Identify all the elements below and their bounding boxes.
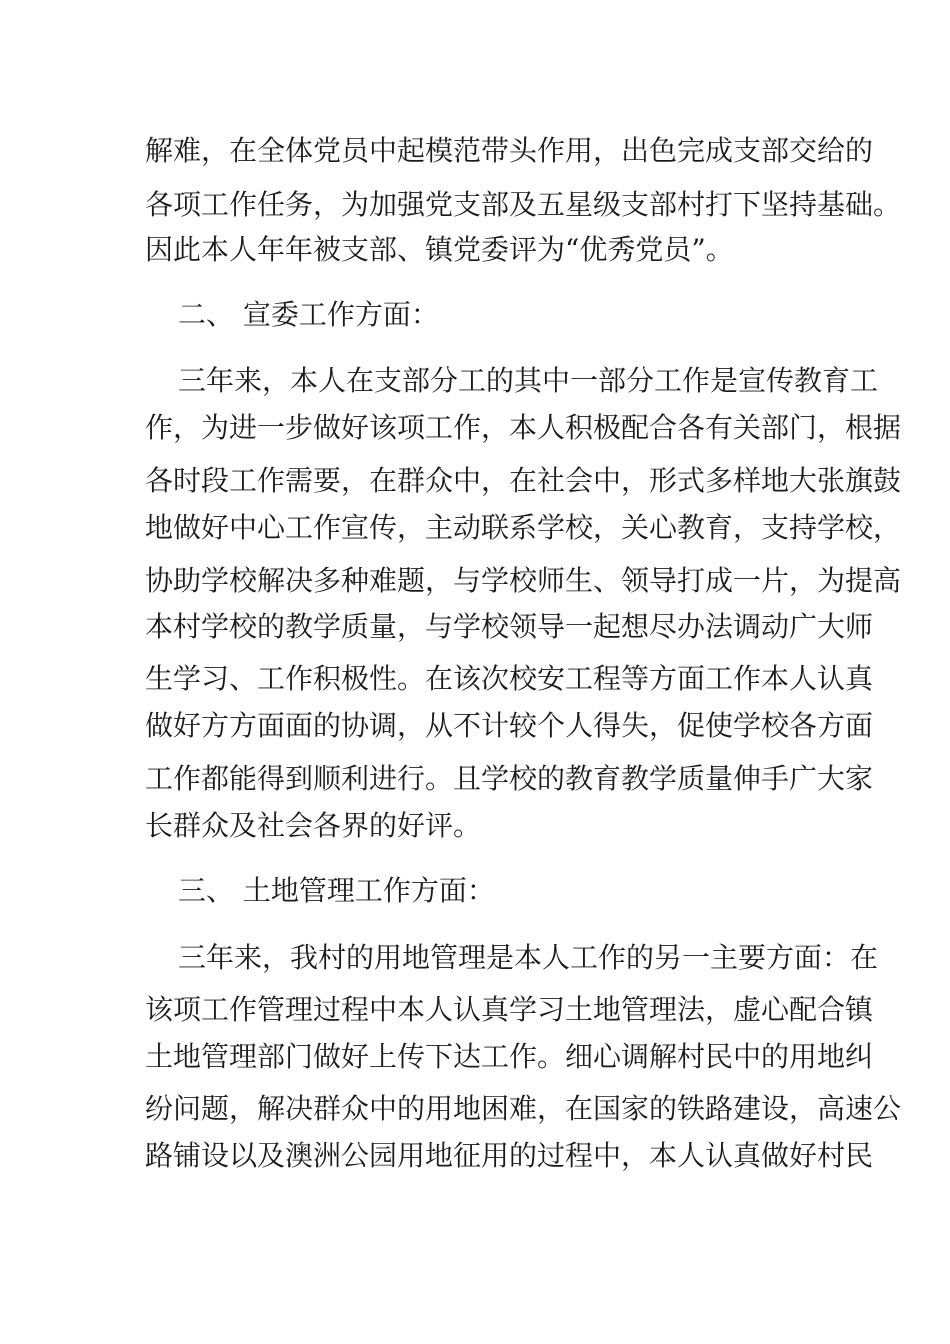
paragraph-line: 工作都能得到顺利进行。且学校的教育教学质量伸手广大家 [145, 762, 874, 795]
paragraph-line: 解难，在全体党员中起模范带头作用，出色完成支部交给的 [145, 134, 874, 167]
paragraph-line: 作，为进一步做好该项工作，本人积极配合各有关部门，根据 [145, 411, 902, 444]
paragraph-line: 生学习、工作积极性。在该次校安工程等方面工作本人认真 [145, 662, 874, 695]
paragraph-line: 纷问题，解决群众中的用地困难，在国家的铁路建设，高速公 [145, 1092, 902, 1125]
paragraph-line: 土地管理部门做好上传下达工作。细心调解村民中的用地纠 [145, 1040, 874, 1073]
paragraph-line: 三年来，本人在支部分工的其中一部分工作是宣传教育工 [178, 364, 879, 397]
paragraph-line: 三年来，我村的用地管理是本人工作的另一主要方面：在 [178, 941, 879, 974]
section-heading: 二、 宣委工作方面： [178, 298, 439, 331]
paragraph-line: 长群众及社会各界的好评。 [145, 809, 482, 842]
section-heading: 三、 土地管理工作方面： [178, 874, 495, 907]
paragraph-line: 各时段工作需要，在群众中，在社会中，形式多样地大张旗鼓 [145, 464, 902, 497]
paragraph-line: 做好方方面面的协调，从不计较个人得失，促使学校各方面 [145, 709, 874, 742]
paragraph-line: 各项工作任务，为加强党支部及五星级支部村打下坚持基础。 [145, 188, 902, 221]
paragraph-line: 协助学校解决多种难题，与学校师生、领导打成一片，为提高 [145, 564, 902, 597]
paragraph-line: 本村学校的教学质量，与学校领导一起想尽办法调动广大师 [145, 610, 874, 643]
paragraph-line: 地做好中心工作宣传，主动联系学校，关心教育，支持学校， [145, 511, 902, 544]
paragraph-line: 因此本人年年被支部、镇党委评为“优秀党员”。 [145, 233, 734, 266]
paragraph-line: 该项工作管理过程中本人认真学习土地管理法，虚心配合镇 [145, 993, 874, 1026]
paragraph-line: 路铺设以及澳洲公园用地征用的过程中，本人认真做好村民 [145, 1139, 874, 1172]
